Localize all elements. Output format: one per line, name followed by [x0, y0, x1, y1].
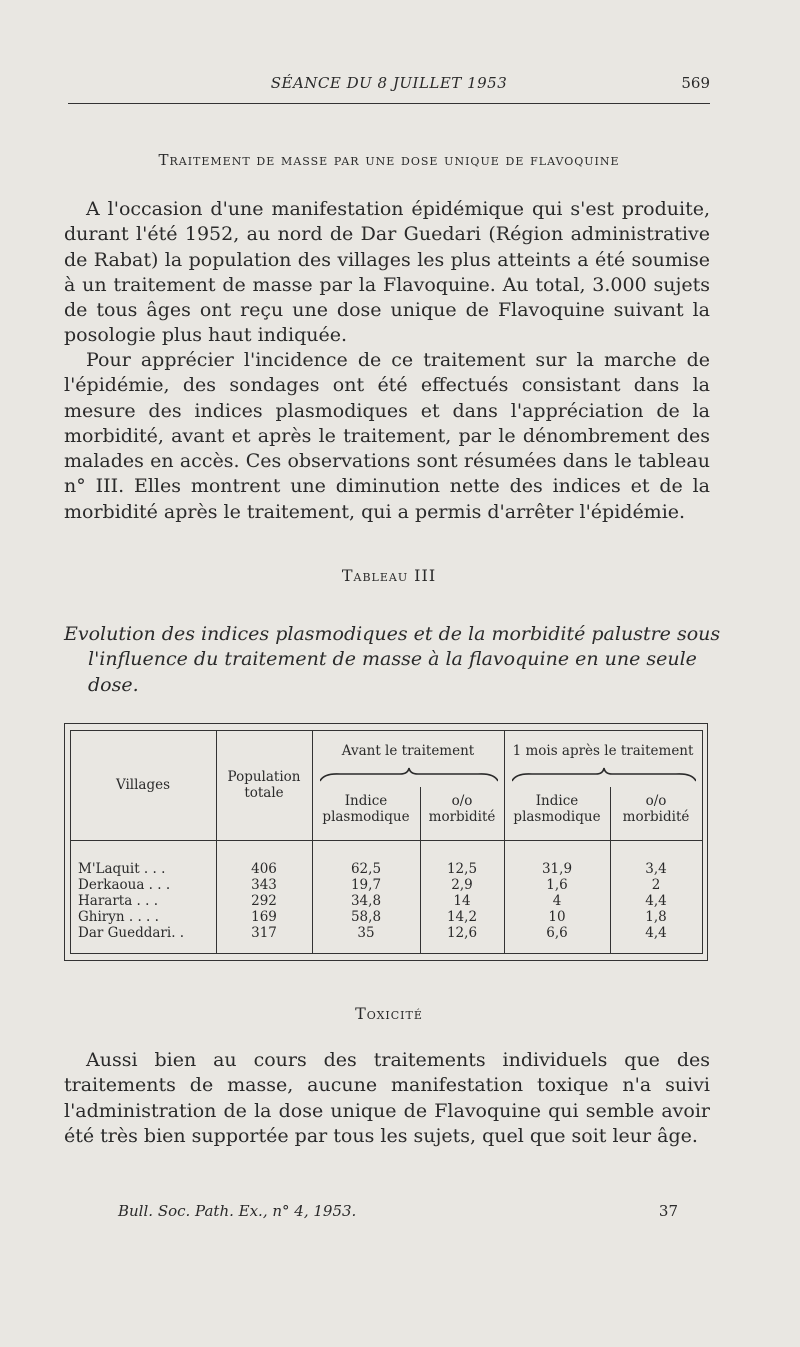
header-population-2: totale — [244, 785, 284, 801]
cell-population: 292 — [251, 893, 277, 909]
header-morb-after-1: o/o — [645, 793, 667, 809]
paragraph-observations: Pour apprécier l'incidence de ce traitement sur la marche de l'épidémie, des sondages ont été effectués consistant dans la mesure des indices plasmodiques et dans l'appréciation de la morbidité, avant et après le traitement, par le dénombrement des malades en accès. Ces observations sont résumées dans le tableau n° III. Elles montrent une diminution nette des indices et de la morbidité après le traitement, qui a permis d'arrêter l'épidémie. — [64, 349, 710, 523]
cell-indice-after: 10 — [548, 909, 566, 925]
brace-after-icon — [512, 767, 696, 783]
table-label: Tableau III — [341, 566, 437, 585]
header-rule — [70, 840, 702, 841]
cell-morb-before: 2,9 — [451, 877, 473, 893]
header-before-group: Avant le traitement — [341, 743, 475, 759]
cell-morb-after: 1,8 — [645, 909, 667, 925]
cell-population: 169 — [251, 909, 277, 925]
table-left-inner — [70, 730, 71, 954]
cell-indice-after: 6,6 — [546, 925, 568, 941]
cell-morb-after: 3,4 — [645, 861, 667, 877]
cell-population: 406 — [251, 861, 277, 877]
section-title-treatment: Traitement de masse par une dose unique de flavoquine — [158, 151, 620, 169]
cell-indice-after: 4 — [552, 893, 562, 909]
running-head — [68, 74, 710, 98]
cell-indice-before: 35 — [357, 925, 375, 941]
header-after-group: 1 mois après le traitement — [512, 743, 694, 759]
cell-morb-before: 14 — [453, 893, 471, 909]
cell-indice-before: 62,5 — [350, 861, 382, 877]
table-iii — [64, 723, 708, 963]
header-morb-before-2: morbidité — [428, 809, 496, 825]
cell-village: Ghiryn . . . . — [78, 909, 159, 925]
paragraph-toxicity: Aussi bien au cours des traitements individuels que des traitements de masse, aucune manifestation toxique n'a suivi l'administration de la dose unique de Flavoquine qui semble avoir été très bien supportée par tous les sujets, quel que soit leur âge. — [64, 1049, 710, 1147]
cell-indice-after: 1,6 — [546, 877, 568, 893]
cell-indice-before: 34,8 — [350, 893, 382, 909]
brace-before-icon — [320, 767, 498, 783]
page-footer — [118, 1202, 678, 1220]
table-bottom-rule — [64, 960, 708, 961]
table-caption: Evolution des indices plasmodiques et de la morbidité palustre sous l'influence du traitement de masse à la flavoquine en une seule dose. — [64, 623, 721, 696]
running-title: SÉANCE DU 8 JUILLET 1953 — [270, 74, 508, 92]
header-indice-after-1: Indice — [535, 793, 579, 809]
cell-morb-after: 2 — [651, 877, 661, 893]
cell-population: 317 — [251, 925, 277, 941]
table-right-inner — [702, 730, 703, 954]
cell-morb-before: 12,6 — [446, 925, 478, 941]
table-top-rule — [64, 723, 708, 724]
table-top-inner-rule — [70, 730, 702, 731]
signature-mark: 37 — [658, 1202, 678, 1220]
header-rule — [68, 103, 710, 104]
section-title-toxicity: Toxicité — [355, 1004, 423, 1023]
cell-village: M'Laquit . . . — [78, 861, 166, 877]
table-bottom-inner-rule — [70, 953, 702, 954]
paragraph-intro: A l'occasion d'une manifestation épidémique qui s'est produite, durant l'été 1952, au nord de Dar Guedari (Région administrative de Rabat) la population des villages les plus atteints a été soumise à un traitement de masse par la Flavoquine. Au total, 3.000 sujets de tous âges ont reçu une dose unique de Flavoquine suivant la posologie plus haut indiquée. — [64, 198, 710, 347]
cell-village: Derkaoua . . . — [78, 877, 171, 893]
header-indice-before-2: plasmodique — [322, 809, 410, 825]
cell-indice-before: 19,7 — [350, 877, 382, 893]
header-population-1: Population — [227, 769, 301, 785]
cell-morb-before: 12,5 — [446, 861, 478, 877]
header-morb-before-1: o/o — [451, 793, 473, 809]
header-morb-after-2: morbidité — [622, 809, 690, 825]
table-left-outer — [64, 723, 65, 961]
cell-village: Hararta . . . — [78, 893, 158, 909]
cell-morb-after: 4,4 — [645, 925, 667, 941]
cell-indice-before: 58,8 — [350, 909, 382, 925]
table-right-outer — [707, 723, 708, 961]
header-indice-after-2: plasmodique — [513, 809, 601, 825]
cell-village: Dar Gueddari. . — [78, 925, 185, 941]
cell-morb-after: 4,4 — [645, 893, 667, 909]
header-villages: Villages — [115, 777, 171, 793]
cell-population: 343 — [251, 877, 277, 893]
cell-morb-before: 14,2 — [446, 909, 478, 925]
header-indice-before-1: Indice — [344, 793, 388, 809]
journal-reference: Bull. Soc. Path. Ex., n° 4, 1953. — [118, 1202, 357, 1220]
cell-indice-after: 31,9 — [541, 861, 573, 877]
page-number: 569 — [681, 74, 710, 92]
